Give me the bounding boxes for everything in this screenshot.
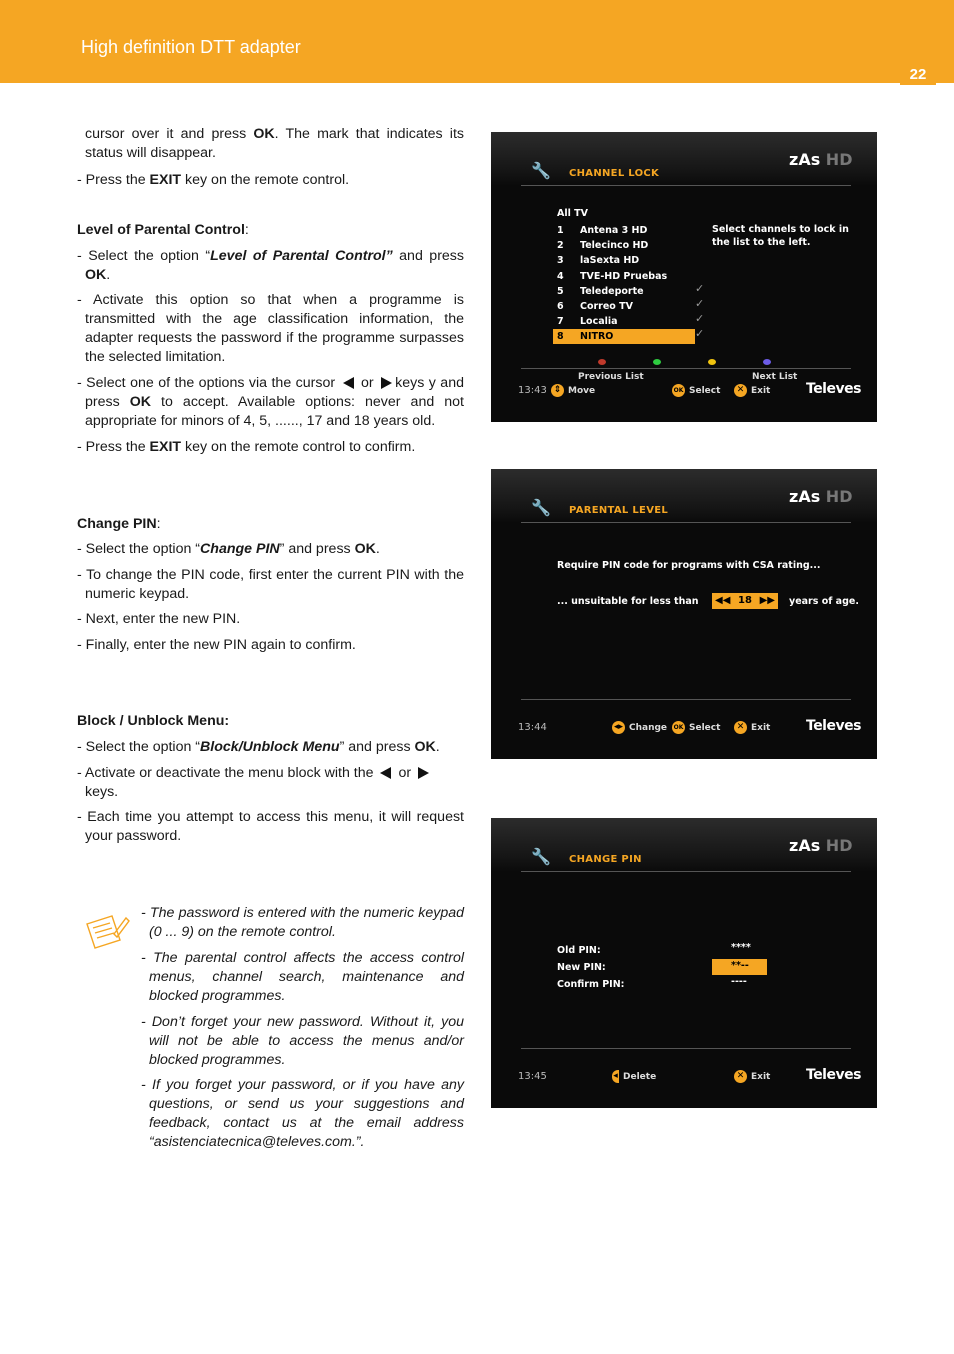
logo-text: zAs [789, 150, 821, 169]
option-name: Level of Parental Control” [210, 248, 393, 264]
heading-text: Block / Unblock Menu: [77, 713, 230, 729]
channel-row[interactable] [553, 238, 695, 253]
yellow-key-dot [708, 359, 716, 365]
text: ” and press [279, 541, 355, 557]
channel-name: Localia [580, 316, 618, 328]
ok-key: OK [354, 541, 376, 557]
label: Select [689, 723, 721, 733]
logo-hd: HD [825, 150, 853, 169]
change-hint [612, 721, 667, 734]
channel-name: TVE-HD Pruebas [580, 270, 668, 282]
text: - Activate or deactivate the menu block with the [77, 765, 374, 781]
select-hint [672, 721, 720, 734]
next-list-label: Next List [752, 372, 798, 382]
televes-brand: Televes [806, 718, 861, 734]
ok-key: OK [129, 394, 152, 410]
forward-icon: ▶▶ [759, 595, 775, 606]
blue-key-dot [763, 359, 771, 365]
zas-hd-logo [789, 836, 852, 855]
green-key-dot [653, 359, 661, 365]
parental-level-screen [491, 469, 877, 759]
channel-row[interactable] [553, 314, 695, 329]
ok-key-icon: OK [672, 384, 685, 397]
heading-text: Level of Parental Control [77, 222, 245, 238]
unsuitable-label: ... unsuitable for less than [557, 596, 699, 607]
text: or [398, 765, 412, 781]
label: Change [629, 723, 668, 733]
text: - Select the option “ [77, 248, 211, 264]
channel-lock-screen [491, 132, 877, 422]
label: Select [689, 386, 721, 396]
channel-number: 2 [557, 240, 564, 252]
channel-row[interactable] [553, 329, 695, 344]
text: - Press the [77, 439, 150, 455]
label: Move [568, 386, 596, 396]
divider [521, 185, 851, 186]
channel-row[interactable] [553, 253, 695, 268]
label: Exit [751, 723, 771, 733]
exit-hint [734, 1070, 770, 1083]
change-pin-screen [491, 818, 877, 1108]
pin-item-2: - To change the PIN code, first enter the current PIN with the numeric keypad. [77, 567, 464, 602]
list-header: All TV [557, 208, 589, 219]
rewind-icon: ◀◀ [715, 595, 731, 606]
cursor-key-icon: ⇕ [551, 384, 564, 397]
right-arrow-icon [381, 377, 392, 389]
pin-item-1 [77, 540, 464, 559]
new-pin-label: New PIN: [557, 962, 606, 973]
logo-hd: HD [825, 487, 853, 506]
text: . [375, 541, 380, 557]
heading-change-pin [77, 515, 464, 534]
zas-hd-logo [789, 150, 852, 169]
channel-number: 8 [557, 331, 564, 343]
channel-number: 4 [557, 270, 564, 282]
parental-item-1 [77, 247, 464, 285]
divider [521, 522, 851, 523]
logo-text: zAs [789, 836, 821, 855]
text: key on the remote control to confirm. [181, 439, 416, 455]
channel-name: Teledeporte [580, 285, 644, 297]
text: - Select the option “ [77, 739, 201, 755]
divider [521, 699, 851, 700]
ok-key: OK [414, 739, 436, 755]
zas-hd-logo [789, 487, 852, 506]
exit-key: EXIT [149, 439, 182, 455]
text: or [361, 375, 374, 391]
text: - Select one of the options via the cursor [77, 375, 336, 391]
left-right-key-icon: ◂▸ [613, 722, 624, 732]
exit-key: EXIT [149, 172, 182, 188]
right-arrow-icon [418, 767, 429, 779]
text: ” and press [339, 739, 415, 755]
text: keys y and press [85, 375, 464, 410]
label: Exit [751, 386, 771, 396]
heading-text: Change PIN [77, 516, 157, 532]
pin-item-4: - Finally, enter the new PIN again to confirm. [77, 637, 356, 653]
text: - Select the option “ [77, 541, 201, 557]
text: keys. [85, 784, 119, 800]
screen-title: CHANNEL LOCK [569, 168, 660, 179]
ok-key: OK [253, 126, 275, 142]
confirm-pin-value: ---- [731, 976, 747, 987]
heading-parental [77, 221, 464, 240]
ok-key-icon: OK [672, 721, 685, 734]
channel-number: 5 [557, 285, 564, 297]
previous-list-label: Previous List [578, 372, 644, 382]
left-arrow-icon [380, 767, 391, 779]
text: . [435, 739, 440, 755]
channel-number: 7 [557, 316, 564, 328]
block-item-1 [77, 738, 464, 757]
channel-name: Correo TV [580, 301, 633, 312]
channel-name: Telecinco HD [580, 240, 649, 252]
block-item-2 [77, 764, 464, 802]
left-key-icon: ◂ [613, 1071, 618, 1081]
note-2: - The parental control affects the access control menus, channel search, maintenance and blocked programmes. [141, 950, 464, 1004]
channel-number: 6 [557, 301, 564, 312]
channel-row[interactable] [553, 223, 695, 238]
confirm-pin-label: Confirm PIN: [557, 979, 625, 990]
lock-check-icon: ✓ [695, 297, 705, 310]
logo-text: zAs [789, 487, 821, 506]
pin-item-3: - Next, enter the new PIN. [77, 611, 241, 627]
heading-colon: : [244, 222, 249, 238]
divider [521, 368, 851, 369]
divider [521, 871, 851, 872]
block-item-3: - Each time you attempt to access this menu, it will request your password. [77, 809, 464, 844]
channel-name: laSexta HD [580, 255, 640, 267]
option-name: Change PIN [200, 541, 280, 557]
lock-check-icon: ✓ [695, 281, 705, 295]
option-name: Block/Unblock Menu [200, 739, 340, 755]
channel-row[interactable] [553, 299, 695, 314]
clock: 13:45 [518, 1071, 547, 1082]
page-header-title: High definition DTT adapter [81, 37, 301, 57]
heading-colon: : [156, 516, 161, 532]
select-hint [672, 384, 720, 397]
page-number: 22 [900, 64, 936, 85]
text: cursor over it and press OK. The mark that indicates its status will disappear. [85, 126, 464, 161]
age-selector[interactable] [712, 593, 778, 609]
label: Delete [623, 1072, 657, 1082]
old-pin-label: Old PIN: [557, 945, 601, 956]
parental-item-3 [77, 374, 464, 431]
exit-key-icon: ✕ [734, 721, 747, 734]
wrench-icon: 🔧 [531, 847, 551, 866]
clock: 13:44 [518, 722, 547, 733]
wrench-icon: 🔧 [531, 161, 551, 180]
note-4: - If you forget your password, or if you have any questions, or send us your suggestions and feedback, contact us at the email address “asistenciatecnica@televes.com.”. [141, 1077, 464, 1150]
channel-number: 3 [557, 255, 564, 267]
logo-hd: HD [825, 836, 853, 855]
screen-title: CHANGE PIN [569, 854, 642, 865]
paragraph-cursor [77, 125, 464, 163]
text: . [106, 267, 111, 283]
channel-name: Antena 3 HD [580, 225, 648, 236]
text: to accept. Available options: never and not appropriate for minors of 4, 5, ......, 17 and 18 years old. [85, 394, 464, 429]
ok-key: OK [85, 267, 107, 283]
note-1: - The password is entered with the numeric keypad (0 ... 9) on the remote control. [141, 905, 464, 940]
delete-hint [612, 1070, 656, 1083]
note-pencil-icon [84, 912, 130, 950]
label: Exit [751, 1072, 771, 1082]
years-label: years of age. [789, 596, 859, 607]
help-text: Select channels to lock in the list to the left. [712, 224, 849, 248]
channel-number: 1 [557, 225, 564, 236]
note-3: - Don’t forget your new password. Without it, you will not be able to access the menus and/or blocked programmes. [141, 1014, 464, 1068]
exit-key-icon: ✕ [734, 1070, 747, 1083]
exit-hint [734, 721, 770, 734]
channel-name: NITRO [580, 331, 614, 343]
clock: 13:43 [518, 385, 547, 396]
old-pin-value: **** [731, 942, 751, 953]
heading-block [77, 712, 464, 731]
paragraph-exit: - Press the EXIT key on the remote control. [77, 172, 350, 188]
lock-check-icon: ✓ [695, 327, 705, 341]
text: and press [392, 248, 464, 264]
lock-check-icon: ✓ [695, 312, 705, 326]
red-key-dot [598, 359, 606, 365]
rating-prompt: Require PIN code for programs with CSA rating... [557, 560, 821, 571]
wrench-icon: 🔧 [531, 498, 551, 517]
exit-key-icon: ✕ [734, 384, 747, 397]
parental-item-4 [77, 438, 464, 457]
channel-row[interactable] [553, 269, 695, 284]
exit-hint [734, 384, 770, 397]
screen-title: PARENTAL LEVEL [569, 505, 669, 516]
new-pin-field[interactable]: **-- [712, 959, 767, 975]
televes-brand: Televes [806, 1067, 861, 1083]
move-hint [551, 384, 595, 397]
divider [521, 1048, 851, 1049]
channel-row[interactable] [553, 284, 695, 299]
age-value: 18 [738, 595, 752, 606]
parental-item-2: - Activate this option so that when a programme is transmitted with the age classification information, the adapter requests the password if the programme surpasses the selected limitation. [77, 292, 464, 365]
televes-brand: Televes [806, 381, 861, 397]
left-arrow-icon [343, 377, 354, 389]
